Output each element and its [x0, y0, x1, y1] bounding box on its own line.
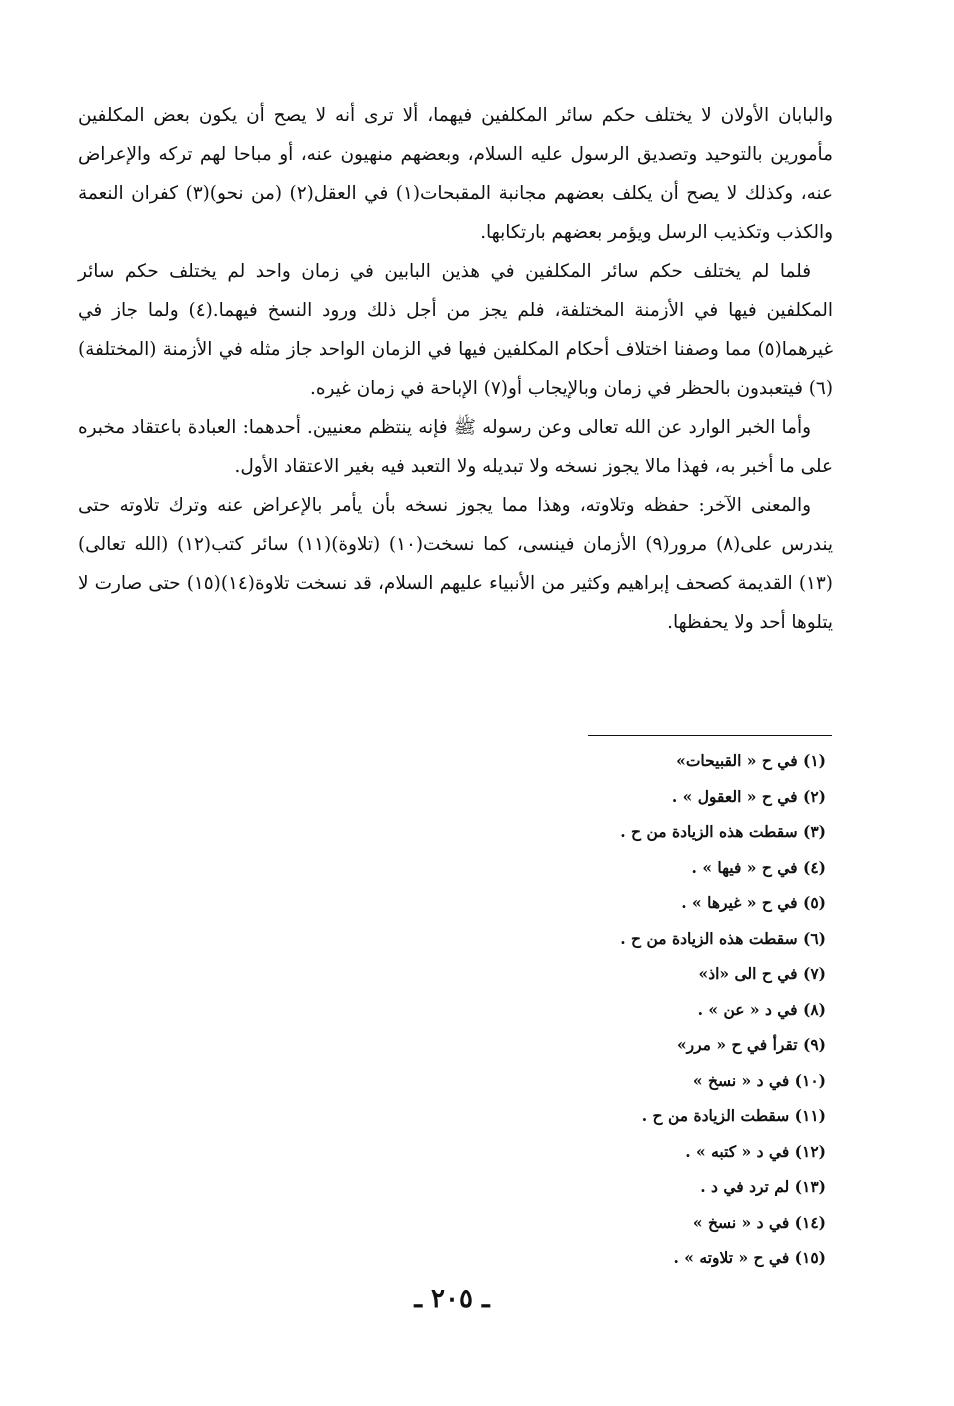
- page-number: ـ ٢٠٥ ـ: [414, 1284, 490, 1314]
- footnote-9: (٩) تقرأ في ح « مرر»: [676, 1035, 826, 1054]
- footnote-14: (١٤) في د « نسخ »: [692, 1212, 826, 1232]
- footnote-3: (٣) سقطت هذه الزيادة من ح .: [620, 822, 826, 841]
- footnotes-list: [406, 743, 826, 1276]
- footnote-8: (٨) في د « عن » .: [697, 999, 826, 1019]
- footnote-divider: [588, 735, 832, 736]
- paragraph-3: وأما الخبر الوارد عن الله تعالى وعن رسوله ﷺ فإنه ينتظم معنيين. أحدهما: العبادة باعتقاد مخبره على ما أخبر به، فهذا مالا يجوز نسخه ولا تبديله ولا التعبد فيه بغير الاعتقاد الأول.: [78, 417, 833, 477]
- footnote-10: (١٠) في د « نسخ »: [692, 1070, 826, 1090]
- footnote-6: (٦) سقطت هذه الزيادة من ح .: [620, 928, 826, 948]
- footnote-1: (١) في ح « القبيحات»: [676, 751, 826, 770]
- footnote-12: (١٢) في د « كتبه » .: [685, 1141, 826, 1161]
- paragraph-1: والبابان الأولان لا يختلف حكم سائر المكلفين فيهما، ألا ترى أنه لا يصح أن يكون بعض المكلفين مأمورين بالتوحيد وتصديق الرسول عليه السلام، وبعضهم منهيون عنه، أو مباحا لهم تركه والإعراض عنه، وكذلك لا يصح أن يكلف بعضهم مجانبة المقبحات(١) في العقل(٢) (من نحو)(٣) كفران النعمة والكذب وتكذيب الرسل ويؤمر بعضهم بارتكابها.: [78, 105, 833, 243]
- footnote-2: (٢) في ح « العقول » .: [671, 786, 826, 806]
- main-text: [78, 96, 833, 642]
- paragraph-4: والمعنى الآخر: حفظه وتلاوته، وهذا مما يجوز نسخه بأن يأمر بالإعراض عنه وترك تلاوته حتى يندرس على(٨) مرور(٩) الأزمان فينسى، كما نسخت(١٠) (تلاوة)(١١) سائر كتب(١٢) (الله تعالى)(١٣) القديمة كصحف إبراهيم وكثير من الأنبياء عليهم السلام، قد نسخت تلاوة(١٤)(١٥) حتى صارت لا يتلوها أحد ولا يحفظها.: [78, 495, 833, 633]
- footnote-15: (١٥) في ح « تلاوته » .: [673, 1248, 826, 1267]
- footnote-11: (١١) سقطت الزيادة من ح .: [641, 1106, 826, 1125]
- footnote-7: (٧) في ح الى «اذ»: [698, 964, 826, 983]
- footnote-13: (١٣) لم ترد في د .: [700, 1177, 826, 1196]
- footnote-4: (٤) في ح « فيها » .: [691, 857, 826, 877]
- paragraph-2: فلما لم يختلف حكم سائر المكلفين في هذين البابين في زمان واحد لم يختلف حكم سائر المكلفين فيها في الأزمنة المختلفة، فلم يجز من أجل ذلك ورود النسخ فيهما.(٤) ولما جاز في غيرهما(٥) مما وصفنا اختلاف أحكام المكلفين فيها في الزمان الواحد جاز مثله في الأزمنة (المختلفة)(٦) فيتعبدون بالحظر في زمان وبالإيجاب أو(٧) الإباحة في زمان غيره.: [78, 261, 833, 399]
- footnote-5: (٥) في ح « غيرها » .: [681, 893, 826, 912]
